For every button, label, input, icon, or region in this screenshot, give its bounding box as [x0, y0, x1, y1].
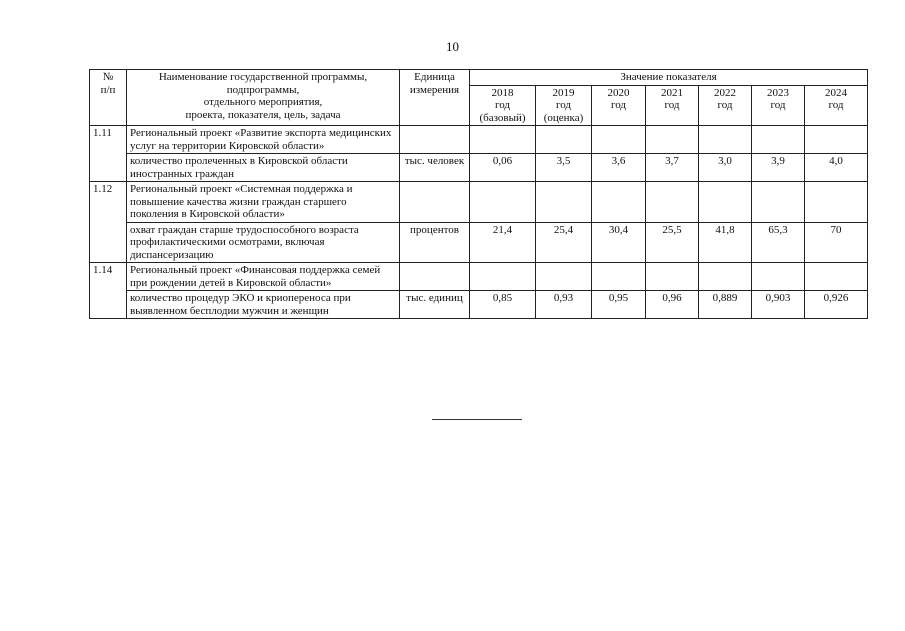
header-year: 2018 год (базовый)	[470, 85, 536, 126]
header-unit: Единица измерения	[400, 70, 470, 126]
indicator-value: 41,8	[699, 222, 752, 263]
table-row-project	[90, 126, 868, 154]
empty-cell	[752, 263, 805, 291]
table-row-indicator	[90, 154, 868, 182]
closing-rule	[432, 419, 522, 420]
page-number: 10	[446, 39, 459, 54]
indicator-value: 70	[805, 222, 868, 263]
empty-cell	[752, 182, 805, 223]
header-year: 2021 год	[646, 85, 699, 126]
header-year: 2019 год (оценка)	[536, 85, 592, 126]
empty-cell	[646, 182, 699, 223]
indicator-value: 0,93	[536, 291, 592, 319]
empty-cell	[646, 126, 699, 154]
empty-cell	[536, 182, 592, 223]
indicator-value: 3,5	[536, 154, 592, 182]
indicator-name: количество пролеченных в Кировской области иностранных граждан	[127, 154, 400, 182]
row-number: 1.11	[90, 126, 127, 182]
empty-cell	[536, 263, 592, 291]
indicator-value: 3,9	[752, 154, 805, 182]
indicator-unit: тыс. единиц	[400, 291, 470, 319]
project-name: Региональный проект «Финансовая поддержка семей при рождении детей в Кировской области»	[127, 263, 400, 291]
table-row-indicator	[90, 291, 868, 319]
indicator-value: 4,0	[805, 154, 868, 182]
empty-cell	[646, 263, 699, 291]
empty-cell	[805, 263, 868, 291]
header-year: 2024 год	[805, 85, 868, 126]
indicator-name: охват граждан старше трудоспособного возраста профилактическими осмотрами, включая диспансеризацию	[127, 222, 400, 263]
empty-cell	[536, 126, 592, 154]
table-row-indicator	[90, 222, 868, 263]
project-name: Региональный проект «Развитие экспорта медицинских услуг на территории Кировской области»	[127, 126, 400, 154]
indicator-value: 0,889	[699, 291, 752, 319]
row-number: 1.14	[90, 263, 127, 319]
empty-cell	[470, 263, 536, 291]
header-value-group: Значение показателя	[470, 70, 868, 86]
indicator-value: 0,85	[470, 291, 536, 319]
empty-cell	[699, 182, 752, 223]
header-year: 2020 год	[592, 85, 646, 126]
empty-cell	[470, 126, 536, 154]
indicator-value: 0,96	[646, 291, 699, 319]
empty-cell	[400, 126, 470, 154]
table-row-project	[90, 263, 868, 291]
header-year: 2023 год	[752, 85, 805, 126]
empty-cell	[752, 126, 805, 154]
indicator-value: 25,4	[536, 222, 592, 263]
empty-cell	[592, 182, 646, 223]
empty-cell	[699, 263, 752, 291]
indicator-unit: тыс. человек	[400, 154, 470, 182]
empty-cell	[805, 126, 868, 154]
indicator-value: 25,5	[646, 222, 699, 263]
header-name: Наименование государственной программы, подпрограммы, отдельного мероприятия, проекта, показателя, цель, задача	[127, 70, 400, 126]
header-year: 2022 год	[699, 85, 752, 126]
indicator-value: 3,6	[592, 154, 646, 182]
empty-cell	[592, 263, 646, 291]
indicator-value: 0,95	[592, 291, 646, 319]
indicator-value: 0,06	[470, 154, 536, 182]
empty-cell	[400, 182, 470, 223]
empty-cell	[699, 126, 752, 154]
indicator-value: 65,3	[752, 222, 805, 263]
indicator-value: 0,926	[805, 291, 868, 319]
project-name: Региональный проект «Системная поддержка и повышение качества жизни граждан старшего поколения в Кировской области»	[127, 182, 400, 223]
indicator-value: 0,903	[752, 291, 805, 319]
indicator-value: 30,4	[592, 222, 646, 263]
indicator-table	[89, 69, 868, 319]
indicator-name: количество процедур ЭКО и криопереноса при выявленном бесплодии мужчин и женщин	[127, 291, 400, 319]
header-num: № п/п	[90, 70, 127, 126]
indicator-value: 21,4	[470, 222, 536, 263]
indicator-value: 3,7	[646, 154, 699, 182]
indicator-value: 3,0	[699, 154, 752, 182]
empty-cell	[805, 182, 868, 223]
empty-cell	[470, 182, 536, 223]
table-row-project	[90, 182, 868, 223]
indicator-unit: процентов	[400, 222, 470, 263]
row-number: 1.12	[90, 182, 127, 263]
empty-cell	[592, 126, 646, 154]
empty-cell	[400, 263, 470, 291]
